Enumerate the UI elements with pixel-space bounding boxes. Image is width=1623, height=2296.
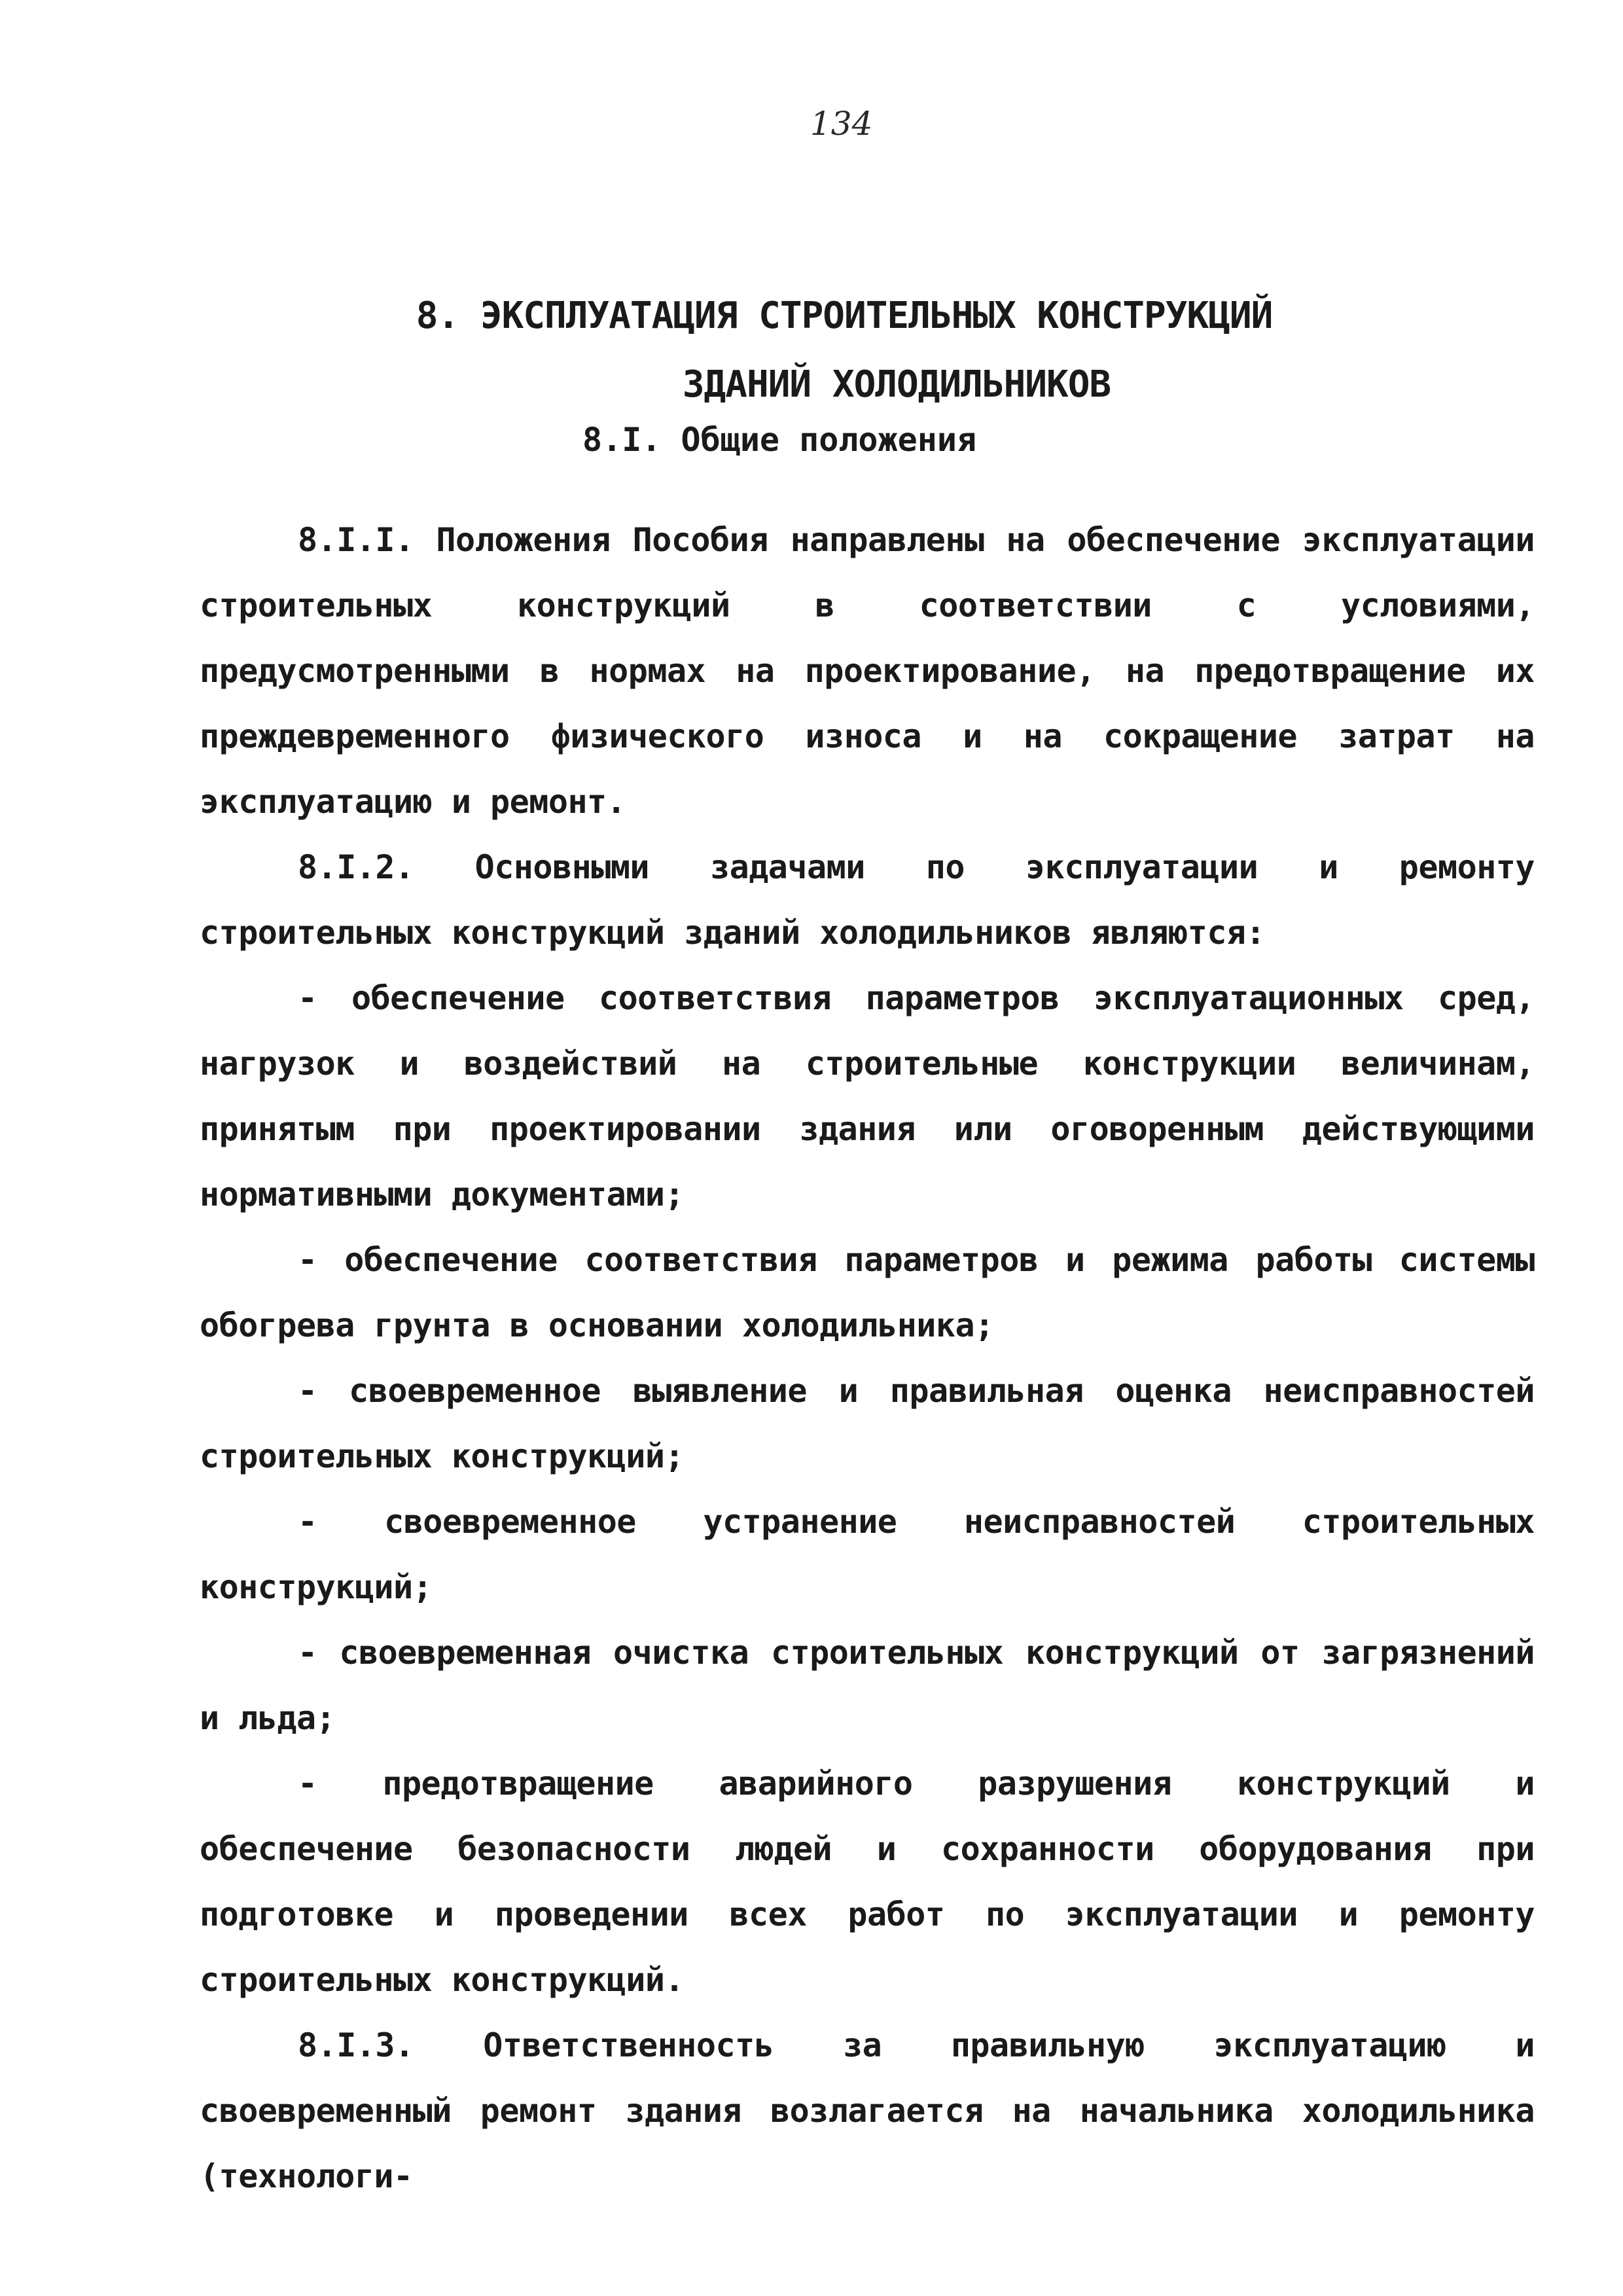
list-item: - своевременное устранение неисправностей строительных конструкций; xyxy=(200,1503,1535,1606)
list-item: - обеспечение соответствия параметров и режима работы системы обогрева грунта в основании холодильника; xyxy=(200,1241,1535,1344)
list-item: - обеспечение соответствия параметров эксплуатационных сред, нагрузок и воздействий на строительные конструкции величинам, принятым при проектировании здания или оговоренным действующими нормативными документами; xyxy=(200,979,1535,1213)
subsection-title: 8.I. Общие положения xyxy=(582,421,977,459)
page-number: 134 xyxy=(810,105,873,143)
section-title-line-2: ЗДАНИЙ ХОЛОДИЛЬНИКОВ xyxy=(682,363,1111,406)
paragraph-8-1-2: 8.I.2. Основными задачами по эксплуатации и ремонту строительных конструкций зданий холодильников являются: xyxy=(200,848,1535,952)
document-body xyxy=(200,507,1535,2209)
paragraph-8-1-1: 8.I.I. Положения Пособия направлены на обеспечение эксплуатации строительных конструкций в соответствии с условиями, предусмотренными в нормах на проектирование, на предотвращение их преждевременного физического износа и на сокращение затрат на эксплуатацию и ремонт. xyxy=(200,521,1535,821)
list-item: - своевременное выявление и правильная оценка неисправностей строительных конструкций; xyxy=(200,1372,1535,1475)
section-title xyxy=(0,281,1623,419)
list-item: - предотвращение аварийного разрушения конструкций и обеспечение безопасности людей и сохранности оборудования при подготовке и проведении всех работ по эксплуатации и ремонту строительных конструкций. xyxy=(200,1765,1535,1999)
list-item: - своевременная очистка строительных конструкций от загрязнений и льда; xyxy=(200,1634,1535,1737)
section-title-line-1: 8. ЭКСПЛУАТАЦИЯ СТРОИТЕЛЬНЫХ КОНСТРУКЦИЙ xyxy=(416,295,1273,337)
paragraph-8-1-3: 8.I.3. Ответственность за правильную эксплуатацию и своевременный ремонт здания возлагается на начальника холодильника (технологи- xyxy=(200,2026,1535,2195)
